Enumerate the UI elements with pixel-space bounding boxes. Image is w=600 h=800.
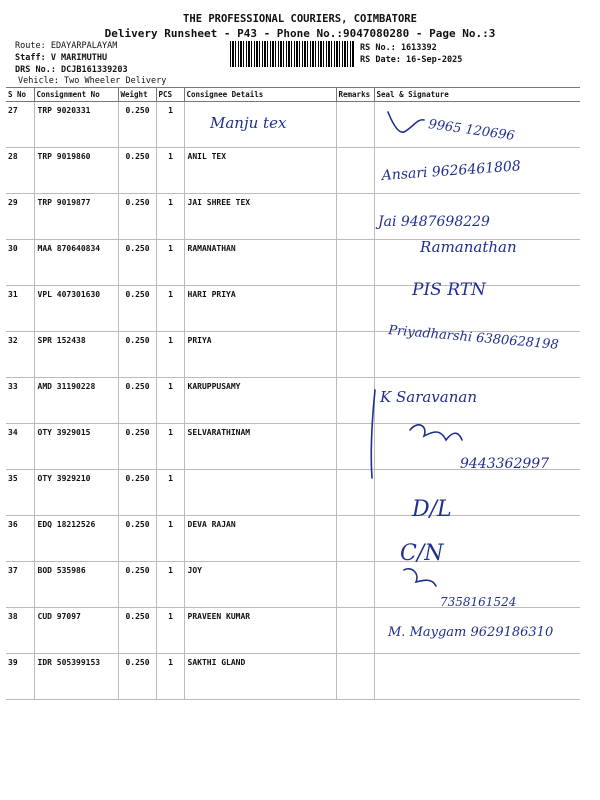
row-weight: 0.250 [118,148,156,194]
row-pcs: 1 [156,148,184,194]
row-sno: 29 [6,194,34,240]
row-sno: 30 [6,240,34,286]
table-header-row [6,88,580,102]
row-sno: 35 [6,470,34,516]
row-consignment: SPR 152438 [34,332,118,378]
row-consignment: MAA 870640834 [34,240,118,286]
row-sno: 27 [6,102,34,148]
row-signature [374,194,580,240]
row-consignment: TRP 9019860 [34,148,118,194]
row-sno: 28 [6,148,34,194]
hw-sign-31: PIS RTN [412,280,486,300]
table-row [6,332,580,378]
row-sno: 36 [6,516,34,562]
table-row [6,102,580,148]
row-signature [374,378,580,424]
row-remarks [336,332,374,378]
row-sno: 39 [6,654,34,700]
row-pcs: 1 [156,286,184,332]
table-row [6,470,580,516]
row-signature [374,332,580,378]
row-remarks [336,194,374,240]
row-signature [374,562,580,608]
row-signature [374,608,580,654]
row-consignee: HARI PRIYA [184,286,336,332]
drs-number: DRS No.: DCJB161339203 [15,65,128,75]
row-sno: 32 [6,332,34,378]
row-weight: 0.250 [118,332,156,378]
row-pcs: 1 [156,654,184,700]
hw-consignee-27: Manju tex [210,114,287,132]
row-consignment: VPL 407301630 [34,286,118,332]
barcode [230,41,355,67]
row-weight: 0.250 [118,240,156,286]
row-consignment: OTY 3929015 [34,424,118,470]
row-signature [374,424,580,470]
col-header-pcs: PCS [156,88,184,102]
row-remarks [336,516,374,562]
row-consignee [184,470,336,516]
row-pcs: 1 [156,194,184,240]
vehicle: Vehicle: Two Wheeler Delivery [18,76,167,86]
row-weight: 0.250 [118,424,156,470]
row-remarks [336,470,374,516]
row-sno: 34 [6,424,34,470]
hw-sign-38: 7358161524 [440,595,517,609]
row-sno: 31 [6,286,34,332]
row-pcs: 1 [156,562,184,608]
row-consignment: OTY 3929210 [34,470,118,516]
row-signature [374,516,580,562]
hw-sign-32: Priyadharshi 6380628198 [387,323,560,353]
table-row [6,562,580,608]
row-consignee: DEVA RAJAN [184,516,336,562]
route: Route: EDAYARPALAYAM [15,41,118,51]
hw-sign-37: C/N [400,541,444,566]
table-row [6,424,580,470]
row-pcs: 1 [156,424,184,470]
row-remarks [336,378,374,424]
table-row [6,378,580,424]
row-weight: 0.250 [118,102,156,148]
company-name: THE PROFESSIONAL COURIERS, COIMBATORE [183,13,417,25]
row-consignment: CUD 97097 [34,608,118,654]
row-consignee: KARUPPUSAMY [184,378,336,424]
row-remarks [336,102,374,148]
row-remarks [336,562,374,608]
row-pcs: 1 [156,608,184,654]
table-row [6,516,580,562]
runsheet-subtitle: Delivery Runsheet - P43 - Phone No.:9047080280 - Page No.:3 [104,27,496,40]
hw-sign-30: Ramanathan [420,238,517,256]
col-header-consignee: Consignee Details [184,88,336,102]
table-row [6,654,580,700]
col-header-remarks: Remarks [336,88,374,102]
row-weight: 0.250 [118,654,156,700]
row-signature [374,148,580,194]
row-weight: 0.250 [118,562,156,608]
row-consignment: IDR 505399153 [34,654,118,700]
row-weight: 0.250 [118,194,156,240]
hw-sign-36: D/L [412,497,452,522]
hw-sign-29: Jai 9487698229 [378,214,490,230]
row-remarks [336,148,374,194]
row-remarks [336,654,374,700]
row-consignee: PRIYA [184,332,336,378]
row-weight: 0.250 [118,516,156,562]
row-consignment: TRP 9020331 [34,102,118,148]
row-pcs: 1 [156,378,184,424]
row-sno: 37 [6,562,34,608]
row-consignee: SELVARATHINAM [184,424,336,470]
row-remarks [336,286,374,332]
row-signature [374,286,580,332]
row-signature [374,102,580,148]
hw-sign-35: 9443362997 [460,456,550,472]
row-sno: 38 [6,608,34,654]
row-weight: 0.250 [118,286,156,332]
row-consignee: RAMANATHAN [184,240,336,286]
col-header-sno: S No [6,88,34,102]
table-row [6,194,580,240]
row-weight: 0.250 [118,470,156,516]
row-pcs: 1 [156,102,184,148]
table-row [6,286,580,332]
row-consignment: BOD 535986 [34,562,118,608]
row-consignment: AMD 31190228 [34,378,118,424]
row-pcs: 1 [156,240,184,286]
row-pcs: 1 [156,516,184,562]
row-signature [374,240,580,286]
row-consignment: TRP 9019877 [34,194,118,240]
row-remarks [336,240,374,286]
table-row [6,240,580,286]
col-header-consignment: Consignment No [34,88,118,102]
row-remarks [336,608,374,654]
row-pcs: 1 [156,332,184,378]
table-row [6,608,580,654]
rs-date: RS Date: 16-Sep-2025 [360,55,463,65]
table-row [6,148,580,194]
row-weight: 0.250 [118,608,156,654]
runsheet-table [6,87,580,700]
row-consignee: SAKTHI GLAND [184,654,336,700]
hw-sign-34: K Saravanan [380,388,477,406]
hw-sign-28: Ansari 9626461808 [381,158,522,184]
row-consignee: JAI SHREE TEX [184,194,336,240]
row-consignment: EDQ 18212526 [34,516,118,562]
row-consignee: PRAVEEN KUMAR [184,608,336,654]
row-signature [374,470,580,516]
rs-number: RS No.: 1613392 [360,43,437,53]
row-signature [374,654,580,700]
col-header-weight: Weight [118,88,156,102]
row-consignee [184,102,336,148]
staff: Staff: V MARIMUTHU [15,53,108,63]
row-consignee: ANIL TEX [184,148,336,194]
hw-sign-27: 9965 120696 [427,117,516,145]
row-weight: 0.250 [118,378,156,424]
row-consignee: JOY [184,562,336,608]
hw-sign-39: M. Maygam 9629186310 [388,625,554,640]
row-remarks [336,424,374,470]
col-header-signature: Seal & Signature [374,88,580,102]
row-sno: 33 [6,378,34,424]
row-pcs: 1 [156,470,184,516]
